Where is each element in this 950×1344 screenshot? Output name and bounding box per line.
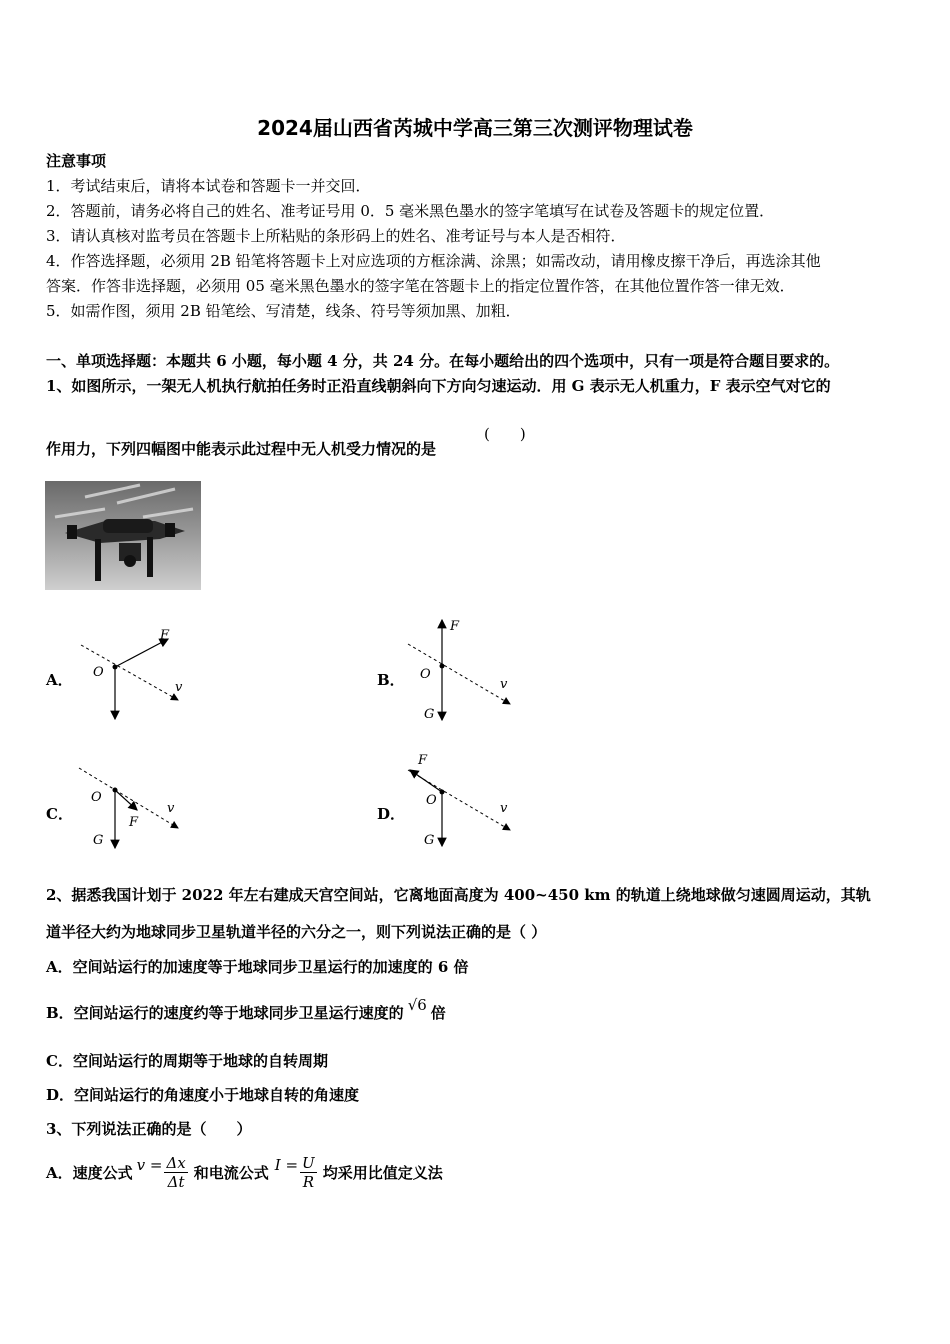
force-diagram-c [75, 762, 200, 852]
question-3-option-a-suffix: 均采用比值定义法 [322, 1163, 443, 1182]
question-3-option-a-mid: 和电流公式 [193, 1163, 269, 1182]
velocity-numerator: Δx [166, 1154, 186, 1172]
label-f: F [450, 619, 460, 634]
notice-item: 1．考试结束后，请将本试卷和答题卡一并交回． [46, 177, 371, 195]
notice-item: 5．如需作图，须用 2B 铅笔绘、写清楚，线条、符号等须加黑、加粗． [46, 302, 521, 320]
question-2-option-b [46, 996, 446, 1022]
label-f: F [160, 628, 170, 643]
option-d-label: D． [377, 805, 406, 823]
page-title: 2024届山西省芮城中学高三第三次测评物理试卷 [257, 116, 693, 140]
current-denominator: R [302, 1173, 314, 1191]
label-f: F [418, 753, 428, 768]
section-heading: 一、单项选择题：本题共 6 小题，每小题 4 分，共 24 分。在每小题给出的四个选项中，只有一项是符合题目要求的。 [46, 352, 840, 370]
current-lhs: I = [274, 1155, 299, 1174]
answer-paren: ( ) [484, 425, 526, 443]
current-fraction [300, 1154, 317, 1191]
notice-item: 3．请认真核对监考员在答题卡上所粘贴的条形码上的姓名、准考证号与本人是否相符． [46, 227, 626, 245]
option-a-label: A． [46, 671, 73, 689]
label-o: O [93, 665, 104, 680]
label-v: v [500, 801, 508, 816]
label-v: v [500, 677, 508, 692]
question-2-option-d: D．空间站运行的角速度小于地球自转的角速度 [46, 1086, 360, 1104]
option-b-label: B． [377, 671, 405, 689]
option-c-label: C． [46, 805, 73, 823]
force-diagram-d [400, 750, 525, 850]
question-2-text-cont: 道半径大约为地球同步卫星轨道半径的六分之一，则下列说法正确的是（ ） [46, 923, 547, 941]
label-o: O [420, 667, 431, 682]
label-o: O [91, 790, 102, 805]
label-f: F [129, 815, 139, 830]
question-1-text: 1、如图所示，一架无人机执行航拍任务时正沿直线朝斜向下方向匀速运动．用 G 表示无人机重力，F 表示空气对它的 [46, 377, 831, 395]
label-v: v [175, 680, 183, 695]
question-2-option-b-text: B．空间站运行的速度约等于地球同步卫星运行速度的 [46, 1004, 404, 1022]
question-2-text: 2、据悉我国计划于 2022 年左右建成天宫空间站，它离地面高度为 400~450 km 的轨道上绕地球做匀速圆周运动，其轨 [46, 886, 871, 904]
question-1-text-cont: 作用力，下列四幅图中能表示此过程中无人机受力情况的是 [46, 440, 437, 458]
question-3-option-a [46, 1154, 443, 1191]
label-v: v [167, 801, 175, 816]
question-3-text: 3、下列说法正确的是（ ） [46, 1120, 252, 1138]
notice-item: 4．作答选择题，必须用 2B 铅笔将答题卡上对应选项的方框涂满、涂黑；如需改动，请用橡皮擦干净后，再选涂其他 [46, 252, 821, 270]
question-2-option-c: C．空间站运行的周期等于地球的自转周期 [46, 1052, 328, 1070]
question-2-option-a: A．空间站运行的加速度等于地球同步卫星运行的加速度的 6 倍 [46, 958, 469, 976]
label-g: G [424, 707, 435, 722]
velocity-fraction [164, 1154, 187, 1191]
current-numerator: U [302, 1154, 315, 1172]
force-diagram-b [400, 616, 525, 726]
force-diagram-a [75, 625, 200, 725]
label-g: G [424, 833, 435, 848]
velocity-denominator: Δt [167, 1173, 185, 1191]
label-g: G [93, 833, 104, 848]
drone-photo [45, 481, 201, 590]
notice-item: 2．答题前，请务必将自己的姓名、准考证号用 0．5 毫米黑色墨水的签字笔填写在试卷及答题卡的规定位置． [46, 202, 775, 220]
label-o: O [426, 793, 437, 808]
sqrt-six: √6 [407, 996, 427, 1014]
notice-heading: 注意事项 [46, 152, 107, 170]
question-2-option-b-suffix: 倍 [430, 1004, 446, 1022]
velocity-lhs: v = [136, 1155, 163, 1174]
notice-item: 答案．作答非选择题，必须用 05 毫米黑色墨水的签字笔在答题卡上的指定位置作答，在其他位置作答一律无效． [46, 277, 795, 295]
question-3-option-a-text: A．速度公式 [46, 1163, 133, 1182]
